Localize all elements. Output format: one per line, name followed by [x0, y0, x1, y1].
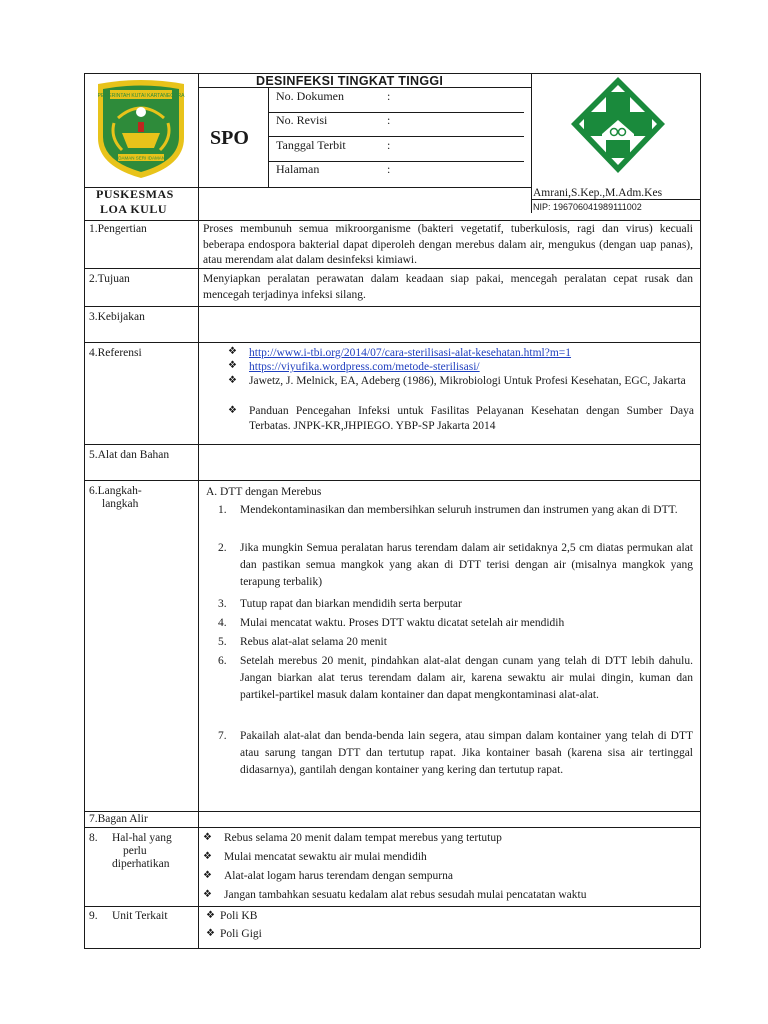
list-item	[228, 404, 694, 434]
list-item	[228, 346, 694, 360]
row-label-referensi: 4.Referensi	[89, 347, 142, 359]
row-label-hal-3: diperhatikan	[112, 858, 170, 870]
step-text-5: Rebus alat-alat selama 20 menit	[240, 636, 387, 648]
row-label-tujuan: 2.Tujuan	[89, 273, 130, 285]
row-line-pengertian	[84, 220, 700, 221]
row-line-langkah	[84, 480, 700, 481]
table-border-right	[700, 73, 701, 948]
list-item	[218, 540, 694, 596]
list-item	[206, 909, 686, 927]
list-item	[203, 888, 695, 907]
signer-name: Amrani,S.Kep.,M.Adm.Kes	[533, 187, 663, 199]
list-item	[203, 831, 695, 850]
step-text-4: Mulai mencatat waktu. Proses DTT waktu dicatat setelah air mendidih	[240, 617, 565, 629]
step-number: 5.	[218, 636, 227, 648]
unit-list	[206, 909, 686, 945]
langkah-section-title: A. DTT dengan Merebus	[206, 486, 322, 498]
step-text-2: Jika mungkin Semua peralatan harus terendam dalam air setidaknya 2,5 cm diatas permukan alat dan pastikan semua mangkok yang akan di DTT terisi dengan air (misalnya mangkok yang terapung terbalik)	[240, 542, 693, 588]
row-label-bagan-alir: 7.Bagan Alir	[89, 813, 148, 825]
list-item	[218, 615, 694, 634]
document-title: DESINFEKSI TINGKAT TINGGI	[256, 74, 444, 88]
bullet-diamond-icon: ❖	[228, 375, 237, 386]
list-item	[218, 502, 694, 540]
field-no-revisi-sep: :	[387, 113, 391, 127]
row-label-hal-num: 8.	[89, 832, 98, 844]
org-name-line2: LOA KULU	[100, 202, 168, 216]
field-line-2	[268, 136, 524, 137]
bullet-diamond-icon: ❖	[206, 910, 215, 921]
field-no-dokumen-sep: :	[387, 89, 391, 103]
header-spo-divider	[268, 87, 269, 187]
field-halaman-label: Halaman	[276, 162, 320, 176]
table-border-left	[84, 73, 85, 948]
referensi-text-3: Jawetz, J. Melnick, EA, Adeberg (1986), Mikrobiologi Untuk Profesi Kesehatan, EGC, Jakarta	[249, 375, 686, 387]
step-text-1: Mendekontaminasikan dan membersihkan seluruh instrumen dan instrumen yang akan di DTT.	[240, 504, 678, 516]
puskesmas-logo	[568, 74, 668, 176]
step-number: 3.	[218, 598, 227, 610]
regency-logo	[92, 78, 190, 180]
row-label-kebijakan: 3.Kebijakan	[89, 311, 145, 323]
field-tanggal-terbit-label: Tanggal Terbit	[276, 138, 346, 152]
hal-list	[203, 831, 695, 907]
hal-item-1: Rebus selama 20 menit dalam tempat merebus yang tertutup	[224, 832, 502, 844]
bullet-diamond-icon: ❖	[228, 346, 237, 357]
pengertian-text: Proses membunuh semua mikroorganisme (bakteri vegetatif, tuberkulosis, ragi dan virus) kecuali beberapa endospora bakterial dapat diperoleh dengan merebus dalam air, mengukus (dengan uap panas), atau merendam alat dalam desinfeksi kimiawi.	[203, 223, 693, 266]
step-number: 1.	[218, 504, 227, 516]
referensi-list	[228, 346, 694, 434]
bullet-diamond-icon: ❖	[203, 832, 212, 843]
row-label-hal-1: Hal-hal yang	[112, 832, 172, 844]
step-text-6: Setelah merebus 20 menit, pindahkan alat-alat dengan cunam yang telah di DTT lebih dahulu. Jangan biarkan alat terus terendam dalam air, karena sewaktu air mulai dingin, kuman dan partikel-partikel masuk dalam kontainer dan dapat mengkontaminasi alat-alat.	[240, 655, 693, 701]
step-number: 4.	[218, 617, 227, 629]
row-line-kebijakan	[84, 306, 700, 307]
hal-item-4: Jangan tambahkan sesuatu kedalam alat rebus sesudah mulai pencatatan waktu	[224, 889, 587, 901]
row-line-bagan	[84, 811, 700, 812]
referensi-link-1[interactable]: http://www.i-tbi.org/2014/07/cara-sterilisasi-alat-kesehatan.html?m=1	[249, 347, 572, 359]
list-item	[218, 634, 694, 653]
list-item	[218, 653, 694, 728]
field-tanggal-terbit-sep: :	[387, 138, 391, 152]
row-line-alat	[84, 444, 700, 445]
spo-label: SPO	[210, 127, 249, 149]
list-item	[218, 728, 694, 800]
row-label-langkah-2: langkah	[102, 498, 139, 510]
bullet-diamond-icon: ❖	[206, 928, 215, 939]
field-no-revisi-label: No. Revisi	[276, 113, 328, 127]
step-number: 7.	[218, 730, 227, 742]
header-logo-divider	[531, 73, 532, 213]
hal-item-3: Alat-alat logam harus terendam dengan sempurna	[224, 870, 453, 882]
field-no-dokumen-label: No. Dokumen	[276, 89, 344, 103]
row-label-langkah-1: 6.Langkah-	[89, 485, 142, 497]
list-item	[228, 360, 694, 374]
step-number: 2.	[218, 542, 227, 554]
list-item	[206, 927, 686, 945]
bullet-diamond-icon: ❖	[203, 851, 212, 862]
list-item	[218, 596, 694, 615]
langkah-steps	[218, 502, 694, 800]
bullet-diamond-icon: ❖	[203, 889, 212, 900]
list-item	[203, 869, 695, 888]
unit-item-1: Poli KB	[220, 910, 258, 922]
list-item	[203, 850, 695, 869]
bullet-diamond-icon: ❖	[228, 360, 237, 371]
hal-item-2: Mulai mencatat sewaktu air mulai mendidih	[224, 851, 427, 863]
regency-logo-text-top: PEMERINTAH KUTAI KARTANEGARA	[97, 93, 185, 99]
row-label-hal-2: perlu	[123, 845, 147, 857]
row-label-pengertian: 1.Pengertian	[89, 223, 147, 235]
list-item	[228, 374, 694, 404]
row-line-hal	[84, 827, 700, 828]
row-label-alat-bahan: 5.Alat dan Bahan	[89, 449, 170, 461]
bullet-diamond-icon: ❖	[228, 405, 237, 416]
org-name-line1: PUSKESMAS	[96, 187, 174, 201]
column-divider	[198, 73, 199, 948]
bullet-diamond-icon: ❖	[203, 870, 212, 881]
table-border-bottom	[84, 948, 700, 949]
step-text-3: Tutup rapat dan biarkan mendidih serta berputar	[240, 598, 462, 610]
tujuan-text: Menyiapkan peralatan perawatan dalam keadaan siap pakai, mencegah peralatan cepat rusak dan mencegah terjadinya infeksi silang.	[203, 273, 693, 301]
step-text-7: Pakailah alat-alat dan benda-benda lain segera, atau simpan dalam kontainer yang telah di DTT atau sarung tangan DTT dan tertutup rapat. Jika kontainer basah (karena sisa air tertinggal didasarnya), gantilah dengan kontainer yang kering dan tertutup rapat.	[240, 730, 693, 776]
referensi-text-4: Panduan Pencegahan Infeksi untuk Fasilitas Pelayanan Kesehatan dengan Sumber Daya Terbatas. JNPK-KR,JHPIEGO. YBP-SP Jakarta 2014	[249, 405, 694, 432]
row-line-referensi	[84, 342, 700, 343]
unit-item-2: Poli Gigi	[220, 928, 262, 940]
regency-logo-text-bottom: IDAMAN SERI IDAMAN	[116, 155, 166, 161]
field-halaman-sep: :	[387, 162, 391, 176]
signer-nip: NIP: 196706041989111002	[533, 202, 642, 212]
row-label-unit-text: Unit Terkait	[112, 910, 168, 922]
step-number: 6.	[218, 655, 227, 667]
row-label-unit-num: 9.	[89, 910, 98, 922]
referensi-link-2[interactable]: https://viyufika.wordpress.com/metode-sterilisasi/	[249, 361, 480, 373]
